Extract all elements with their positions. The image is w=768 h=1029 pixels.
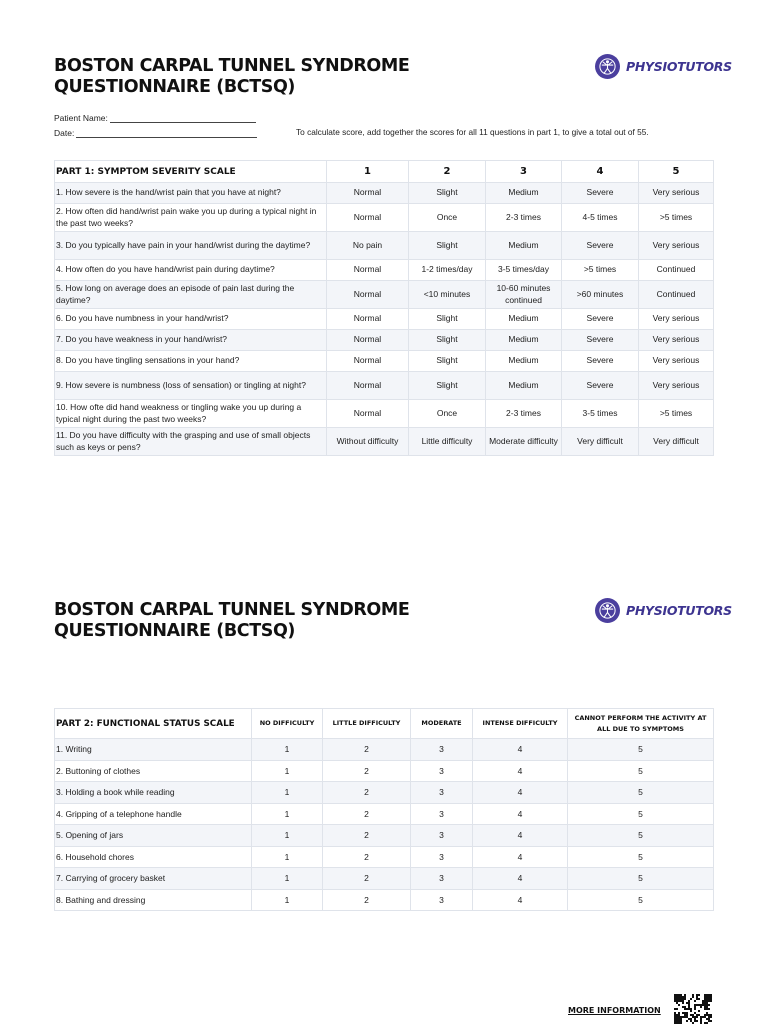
part1-option-3[interactable]: 10-60 minutes continued bbox=[486, 281, 562, 309]
brand-logo[interactable] bbox=[595, 54, 732, 79]
part1-question: 9. How severe is numbness (loss of sensation) or tingling at night? bbox=[55, 372, 327, 400]
part1-option-5[interactable]: >5 times bbox=[639, 204, 714, 232]
part2-option-2[interactable]: 2 bbox=[323, 889, 411, 911]
part1-question: 10. How ofte did hand weakness or tingling wake you up during a typical night during the past two weeks? bbox=[55, 400, 327, 428]
part1-option-3[interactable]: 3-5 times/day bbox=[486, 260, 562, 281]
part1-option-5[interactable]: Very serious bbox=[639, 372, 714, 400]
part2-question: 6. Household chores bbox=[55, 846, 252, 868]
part2-option-3[interactable]: 3 bbox=[411, 846, 473, 868]
part1-option-4[interactable]: 4-5 times bbox=[562, 204, 639, 232]
part1-row bbox=[55, 232, 714, 260]
scoring-instructions: To calculate score, add together the scores for all 11 questions in part 1, to give a total out of 55. bbox=[296, 127, 649, 137]
part2-col-no-difficulty: NO DIFFICULTY bbox=[252, 709, 323, 739]
part1-option-4[interactable]: Severe bbox=[562, 183, 639, 204]
part1-option-3[interactable]: 2-3 times bbox=[486, 204, 562, 232]
part2-option-3[interactable]: 3 bbox=[411, 889, 473, 911]
part2-col-moderate: MODERATE bbox=[411, 709, 473, 739]
part1-option-2[interactable]: Slight bbox=[409, 183, 486, 204]
part2-option-1[interactable]: 1 bbox=[252, 868, 323, 890]
part2-option-4[interactable]: 4 bbox=[473, 868, 568, 890]
part1-question: 8. Do you have tingling sensations in your hand? bbox=[55, 351, 327, 372]
patient-name-line[interactable] bbox=[110, 122, 256, 123]
brand-logo-2[interactable] bbox=[595, 598, 732, 623]
part1-option-3[interactable]: Medium bbox=[486, 309, 562, 330]
part2-option-1[interactable]: 1 bbox=[252, 760, 323, 782]
part1-option-3[interactable]: Medium bbox=[486, 372, 562, 400]
part2-row bbox=[55, 803, 714, 825]
vitruvian-man-icon bbox=[595, 598, 620, 623]
part1-option-2[interactable]: Little difficulty bbox=[409, 428, 486, 456]
page-title: BOSTON CARPAL TUNNEL SYNDROME QUESTIONNAIRE (BCTSQ) bbox=[54, 56, 410, 97]
part1-option-5[interactable]: Very difficult bbox=[639, 428, 714, 456]
part1-option-1[interactable]: Normal bbox=[327, 400, 409, 428]
part2-question: 2. Buttoning of clothes bbox=[55, 760, 252, 782]
brand-name: PHYSIOTUTORS bbox=[626, 603, 732, 618]
date-field[interactable] bbox=[54, 128, 257, 138]
date-line[interactable] bbox=[76, 137, 257, 138]
part1-row bbox=[55, 372, 714, 400]
part2-option-4[interactable]: 4 bbox=[473, 803, 568, 825]
part2-option-4[interactable]: 4 bbox=[473, 889, 568, 911]
part1-col-2: 2 bbox=[409, 161, 486, 183]
part1-option-5[interactable]: Continued bbox=[639, 260, 714, 281]
part1-option-3[interactable]: Moderate difficulty bbox=[486, 428, 562, 456]
part2-col-little-difficulty: LITTLE DIFFICULTY bbox=[323, 709, 411, 739]
part2-option-3[interactable]: 3 bbox=[411, 868, 473, 890]
part1-option-2[interactable]: Once bbox=[409, 400, 486, 428]
part2-option-2[interactable]: 2 bbox=[323, 760, 411, 782]
part1-option-3[interactable]: Medium bbox=[486, 232, 562, 260]
part1-row bbox=[55, 351, 714, 372]
part2-option-4[interactable]: 4 bbox=[473, 782, 568, 804]
part1-option-1[interactable]: Normal bbox=[327, 260, 409, 281]
part2-option-2[interactable]: 2 bbox=[323, 846, 411, 868]
patient-name-field[interactable] bbox=[54, 113, 256, 123]
part1-question: 4. How often do you have hand/wrist pain during daytime? bbox=[55, 260, 327, 281]
part1-option-4[interactable]: Severe bbox=[562, 372, 639, 400]
part2-option-2[interactable]: 2 bbox=[323, 868, 411, 890]
part2-option-1[interactable]: 1 bbox=[252, 825, 323, 847]
part1-col-3: 3 bbox=[486, 161, 562, 183]
part1-row bbox=[55, 330, 714, 351]
part1-option-5[interactable]: Very serious bbox=[639, 183, 714, 204]
part2-row bbox=[55, 739, 714, 761]
part1-option-1[interactable]: Without difficulty bbox=[327, 428, 409, 456]
part1-option-1[interactable]: Normal bbox=[327, 183, 409, 204]
date-label: Date: bbox=[54, 128, 75, 138]
part2-option-5[interactable]: 5 bbox=[568, 825, 714, 847]
part1-row bbox=[55, 204, 714, 232]
part1-row bbox=[55, 183, 714, 204]
part1-question: 7. Do you have weakness in your hand/wrist? bbox=[55, 330, 327, 351]
part2-question: 4. Gripping of a telephone handle bbox=[55, 803, 252, 825]
part1-option-4[interactable]: 3-5 times bbox=[562, 400, 639, 428]
part1-option-5[interactable]: Very serious bbox=[639, 232, 714, 260]
symptom-severity-table bbox=[54, 160, 714, 456]
part2-option-3[interactable]: 3 bbox=[411, 739, 473, 761]
part2-option-5[interactable]: 5 bbox=[568, 782, 714, 804]
part2-col-cannot-perform: CANNOT PERFORM THE ACTIVITY AT ALL DUE TO SYMPTOMS bbox=[568, 709, 714, 739]
part1-question: 5. How long on average does an episode of pain last during the daytime? bbox=[55, 281, 327, 309]
part1-option-2[interactable]: Slight bbox=[409, 372, 486, 400]
part1-row bbox=[55, 309, 714, 330]
part2-row bbox=[55, 825, 714, 847]
part1-col-1: 1 bbox=[327, 161, 409, 183]
part1-row bbox=[55, 428, 714, 456]
part2-heading: PART 2: FUNCTIONAL STATUS SCALE bbox=[55, 709, 252, 739]
part1-question: 11. Do you have difficulty with the grasping and use of small objects such as keys or pens? bbox=[55, 428, 327, 456]
part1-option-4[interactable]: Severe bbox=[562, 330, 639, 351]
part2-option-3[interactable]: 3 bbox=[411, 803, 473, 825]
part2-row bbox=[55, 889, 714, 911]
part2-option-3[interactable]: 3 bbox=[411, 760, 473, 782]
part2-option-1[interactable]: 1 bbox=[252, 782, 323, 804]
part1-question: 2. How often did hand/wrist pain wake you up during a typical night in the past two weeks? bbox=[55, 204, 327, 232]
part1-question: 6. Do you have numbness in your hand/wrist? bbox=[55, 309, 327, 330]
part1-option-5[interactable]: Continued bbox=[639, 281, 714, 309]
part2-option-3[interactable]: 3 bbox=[411, 782, 473, 804]
part1-col-5: 5 bbox=[639, 161, 714, 183]
part2-col-intense-difficulty: INTENSE DIFFICULTY bbox=[473, 709, 568, 739]
part1-option-2[interactable]: Slight bbox=[409, 330, 486, 351]
part1-col-4: 4 bbox=[562, 161, 639, 183]
part1-option-4[interactable]: Very difficult bbox=[562, 428, 639, 456]
part1-option-5[interactable]: Very serious bbox=[639, 351, 714, 372]
part1-option-1[interactable]: Normal bbox=[327, 372, 409, 400]
vitruvian-man-icon bbox=[595, 54, 620, 79]
part1-row bbox=[55, 260, 714, 281]
part1-option-3[interactable]: Medium bbox=[486, 183, 562, 204]
part1-option-1[interactable]: Normal bbox=[327, 309, 409, 330]
part2-option-4[interactable]: 4 bbox=[473, 825, 568, 847]
part2-row bbox=[55, 782, 714, 804]
part1-row bbox=[55, 400, 714, 428]
part2-question: 3. Holding a book while reading bbox=[55, 782, 252, 804]
part1-option-5[interactable]: Very serious bbox=[639, 330, 714, 351]
part2-option-5[interactable]: 5 bbox=[568, 868, 714, 890]
part2-option-1[interactable]: 1 bbox=[252, 803, 323, 825]
part1-question: 1. How severe is the hand/wrist pain that you have at night? bbox=[55, 183, 327, 204]
part2-option-3[interactable]: 3 bbox=[411, 825, 473, 847]
part1-option-2[interactable]: Slight bbox=[409, 309, 486, 330]
part2-option-1[interactable]: 1 bbox=[252, 846, 323, 868]
part2-row bbox=[55, 846, 714, 868]
part2-question: 1. Writing bbox=[55, 739, 252, 761]
part1-option-1[interactable]: Normal bbox=[327, 281, 409, 309]
part2-option-4[interactable]: 4 bbox=[473, 760, 568, 782]
part1-option-2[interactable]: Slight bbox=[409, 232, 486, 260]
part1-option-5[interactable]: Very serious bbox=[639, 309, 714, 330]
functional-status-table bbox=[54, 708, 714, 911]
part2-option-5[interactable]: 5 bbox=[568, 739, 714, 761]
part2-option-2[interactable]: 2 bbox=[323, 825, 411, 847]
patient-name-label: Patient Name: bbox=[54, 113, 108, 123]
part1-option-1[interactable]: Normal bbox=[327, 204, 409, 232]
part2-option-5[interactable]: 5 bbox=[568, 803, 714, 825]
part1-question: 3. Do you typically have pain in your hand/wrist during the daytime? bbox=[55, 232, 327, 260]
part1-option-1[interactable]: Normal bbox=[327, 330, 409, 351]
part1-option-2[interactable]: Slight bbox=[409, 351, 486, 372]
part1-option-1[interactable]: No pain bbox=[327, 232, 409, 260]
part1-option-3[interactable]: 2-3 times bbox=[486, 400, 562, 428]
part2-option-5[interactable]: 5 bbox=[568, 846, 714, 868]
part1-row bbox=[55, 281, 714, 309]
part1-option-4[interactable]: >5 times bbox=[562, 260, 639, 281]
part2-option-4[interactable]: 4 bbox=[473, 739, 568, 761]
part2-option-1[interactable]: 1 bbox=[252, 889, 323, 911]
part2-row bbox=[55, 760, 714, 782]
part2-row bbox=[55, 868, 714, 890]
part1-heading: PART 1: SYMPTOM SEVERITY SCALE bbox=[55, 161, 327, 183]
more-information-link[interactable]: MORE INFORMATION bbox=[568, 1006, 661, 1015]
part2-question: 8. Bathing and dressing bbox=[55, 889, 252, 911]
part1-option-2[interactable]: 1-2 times/day bbox=[409, 260, 486, 281]
part2-question: 5. Opening of jars bbox=[55, 825, 252, 847]
part1-option-5[interactable]: >5 times bbox=[639, 400, 714, 428]
brand-name: PHYSIOTUTORS bbox=[626, 59, 732, 74]
part2-option-1[interactable]: 1 bbox=[252, 739, 323, 761]
part2-option-4[interactable]: 4 bbox=[473, 846, 568, 868]
part2-option-5[interactable]: 5 bbox=[568, 889, 714, 911]
part1-option-3[interactable]: Medium bbox=[486, 351, 562, 372]
part1-option-4[interactable]: Severe bbox=[562, 351, 639, 372]
part2-question: 7. Carrying of grocery basket bbox=[55, 868, 252, 890]
part1-option-3[interactable]: Medium bbox=[486, 330, 562, 351]
part1-option-4[interactable]: Severe bbox=[562, 232, 639, 260]
part1-option-4[interactable]: Severe bbox=[562, 309, 639, 330]
part1-option-2[interactable]: <10 minutes bbox=[409, 281, 486, 309]
page-title-2: BOSTON CARPAL TUNNEL SYNDROME QUESTIONNAIRE (BCTSQ) bbox=[54, 600, 410, 641]
part2-option-2[interactable]: 2 bbox=[323, 782, 411, 804]
part1-option-1[interactable]: Normal bbox=[327, 351, 409, 372]
part1-option-4[interactable]: >60 minutes bbox=[562, 281, 639, 309]
part2-option-2[interactable]: 2 bbox=[323, 803, 411, 825]
part2-option-2[interactable]: 2 bbox=[323, 739, 411, 761]
part1-option-2[interactable]: Once bbox=[409, 204, 486, 232]
part2-option-5[interactable]: 5 bbox=[568, 760, 714, 782]
